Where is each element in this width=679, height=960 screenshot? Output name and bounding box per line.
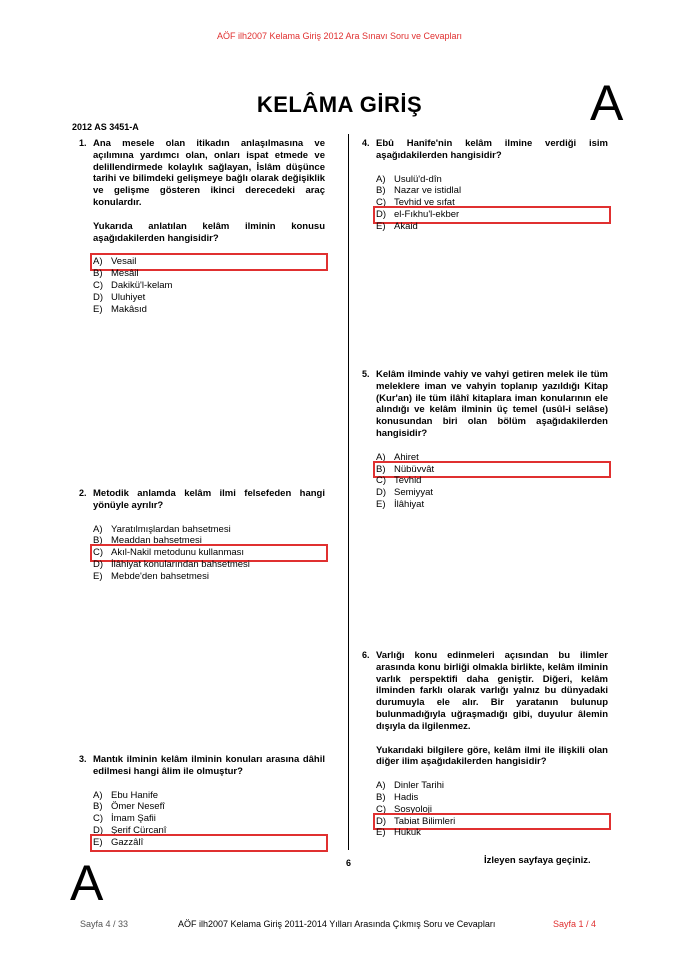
option-text: Akaid [394,220,418,232]
page-number: 6 [346,858,352,868]
column-divider [348,134,349,850]
answer-option[interactable] [93,535,325,547]
question-prompt: Yukarıdaki bilgilere göre, kelâm ilmi ile ilişkili olan diğer ilim aşağıdakilerden hangisidir? [376,744,608,768]
question-4 [362,138,608,233]
option-letter: A) [93,523,103,535]
answer-option[interactable] [376,185,608,197]
option-text: Sosyoloji [394,803,433,815]
next-page-note: İzleyen sayfaya geçiniz. [484,855,591,866]
answer-option-marked[interactable] [376,816,608,828]
answer-option-marked[interactable] [93,547,325,559]
option-text: Mebde'den bahsetmesi [111,570,209,582]
option-text: İmam Şafii [111,813,156,825]
answer-option[interactable] [376,827,608,839]
option-letter: A) [376,173,386,185]
option-letter: B) [376,185,386,197]
option-text: Akıl-Nakil metodunu kullanması [111,547,245,559]
answer-option[interactable] [376,780,608,792]
option-letter: B) [93,535,103,547]
answer-option[interactable] [376,792,608,804]
answer-option[interactable] [376,197,608,209]
answer-option[interactable] [93,292,325,304]
answer-options [93,524,325,583]
question-2 [79,488,325,583]
option-letter: D) [93,824,104,836]
option-letter: C) [376,475,387,487]
answer-option-marked[interactable] [376,209,608,221]
answer-options [376,452,608,511]
question-stem: Kelâm ilminde vahiy ve vahyi getiren melek ile tüm meleklere iman ve vahyin toplanıp yazıldığı Kitap (Kur'an) ile tüm ilâhî kitaplara iman konularının ele alındığı ve kelâm ilminin üç temel (usûl-i selâse) konusundan biri olan bölüm aşağıdakilerden hangisidir? [376,369,608,439]
option-text: Mesâil [111,268,139,280]
answer-option-marked[interactable] [93,837,325,849]
answer-option[interactable] [93,790,325,802]
answer-option[interactable] [376,487,608,499]
answer-options [93,256,325,315]
option-letter: B) [93,801,103,813]
answer-option[interactable] [93,268,325,280]
option-letter: B) [93,268,103,280]
option-text: İlâhiyat konularından bahsetmesi [111,558,250,570]
option-text: Nazar ve istidlal [394,185,462,197]
option-text: Tevhid [394,475,422,487]
option-text: Uluhiyet [111,291,146,303]
option-letter: D) [376,208,387,220]
answer-option[interactable] [93,825,325,837]
option-letter: C) [93,547,104,559]
option-letter: D) [93,291,104,303]
option-text: Şerif Cürcanî [111,824,167,836]
option-letter: E) [93,836,103,848]
option-text: Ömer Nesefî [111,801,165,813]
option-text: İlâhiyat [394,498,425,510]
option-letter: A) [93,256,103,268]
option-text: Dakikü'l-kelam [111,279,173,291]
option-text: Semiyyat [394,487,434,499]
exam-code: 2012 AS 3451-A [72,122,139,132]
question-number: 5. [362,369,370,379]
option-text: el-Fıkhu'l-ekber [394,208,460,220]
option-text: Tevhid ve sıfat [394,197,455,209]
answer-option[interactable] [93,801,325,813]
option-letter: E) [376,498,386,510]
answer-option[interactable] [93,524,325,536]
answer-option[interactable] [93,559,325,571]
answer-option[interactable] [376,804,608,816]
answer-option[interactable] [376,499,608,511]
answer-option[interactable] [376,475,608,487]
option-letter: A) [376,451,386,463]
question-number: 6. [362,650,370,660]
answer-option[interactable] [376,221,608,233]
option-text: Tabiat Bilimleri [394,815,456,827]
question-stem: Ebû Hanîfe'nin kelâm ilmine verdiği isim aşağıdakilerden hangisidir? [376,138,608,161]
option-text: Nübüvvât [394,463,435,475]
option-text: Usulü'd-dîn [394,173,442,185]
question-number: 4. [362,138,370,148]
option-text: Yaratılmışlardan bahsetmesi [111,523,231,535]
footer-center-title: AÖF ilh2007 Kelama Giriş 2011-2014 Yılları Arasında Çıkmış Soru ve Cevapları [178,919,496,929]
answer-option[interactable] [93,571,325,583]
option-letter: B) [376,791,386,803]
question-number: 1. [79,138,87,148]
question-3 [79,754,325,849]
answer-option[interactable] [93,813,325,825]
option-text: Ahiret [394,451,419,463]
option-letter: A) [93,789,103,801]
question-5 [362,369,608,511]
question-stem: Ana mesele olan itikadın anlaşılmasına ve açılımına yardımcı olan, onları ispat etmede ve delillendirmede kolaylık sağlayan, İslâm düşünce tarihi ve bilimdeki gelişmeye bağlı olarak değişiklik ve gelişme gösteren ikinci derecedeki araç konulardır. [93,138,325,208]
page-title: KELÂMA GİRİŞ [256,92,423,117]
answer-options [93,790,325,849]
answer-option[interactable] [93,304,325,316]
option-letter: A) [376,780,386,792]
option-text: Gazzâlî [111,836,144,848]
answer-options [376,174,608,233]
option-letter: E) [93,303,103,315]
option-text: Vesail [111,256,137,268]
booklet-letter-bottom: A [70,855,104,911]
footer-right-page: Sayfa 1 / 4 [553,919,597,929]
option-letter: D) [376,815,387,827]
question-1 [79,138,325,315]
option-text: Meaddan bahsetmesi [111,535,202,547]
question-stem: Varlığı konu edinmeleri açısından bu ilimler arasında konu birliği olmakla birlikte, kelâm ilminin varlık perspektifi daha geniştir. Diğeri, kelâm ilminden farklı olarak varlığı yalnız bu dünyadaki durumuyla ele alır. Bir yaratanın bulunup bulunmadığıyla uğraşmadığı gibi, duyulur âlemin dışıyla da ilgilenmez. [376,650,608,732]
question-prompt: Yukarıda anlatılan kelâm ilminin konusu aşağıdakilerden hangisidir? [93,220,325,244]
option-text: Ebu Hanife [111,789,159,801]
option-letter: C) [93,279,104,291]
option-letter: E) [93,570,103,582]
option-text: Makâsıd [111,303,147,315]
option-letter: C) [376,803,387,815]
question-stem: Mantık ilminin kelâm ilminin konuları arasına dâhil edilmesi hangi âlim ile olmuştur? [93,754,325,777]
footer-left-page: Sayfa 4 / 33 [80,919,129,929]
option-letter: D) [376,487,387,499]
option-text: Dinler Tarihi [394,780,444,792]
option-letter: B) [376,463,386,475]
option-text: Hadis [394,791,419,803]
question-number: 2. [79,488,87,498]
option-letter: C) [93,813,104,825]
option-letter: E) [376,827,386,839]
booklet-letter-top: A [590,75,624,131]
question-stem: Metodik anlamda kelâm ilmi felsefeden hangi yönüyle ayrılır? [93,488,325,511]
question-number: 3. [79,754,87,764]
question-6 [362,650,608,839]
option-letter: E) [376,220,386,232]
answer-option[interactable] [93,280,325,292]
option-letter: C) [376,197,387,209]
answer-option[interactable] [376,452,608,464]
answer-options [376,780,608,839]
answer-option-marked[interactable] [376,464,608,476]
answer-option-marked[interactable] [93,256,325,268]
answer-option[interactable] [376,174,608,186]
option-letter: D) [93,558,104,570]
option-text: Hukuk [394,827,421,839]
document-header: AÖF ilh2007 Kelama Giriş 2012 Ara Sınavı Soru ve Cevapları [216,31,463,41]
